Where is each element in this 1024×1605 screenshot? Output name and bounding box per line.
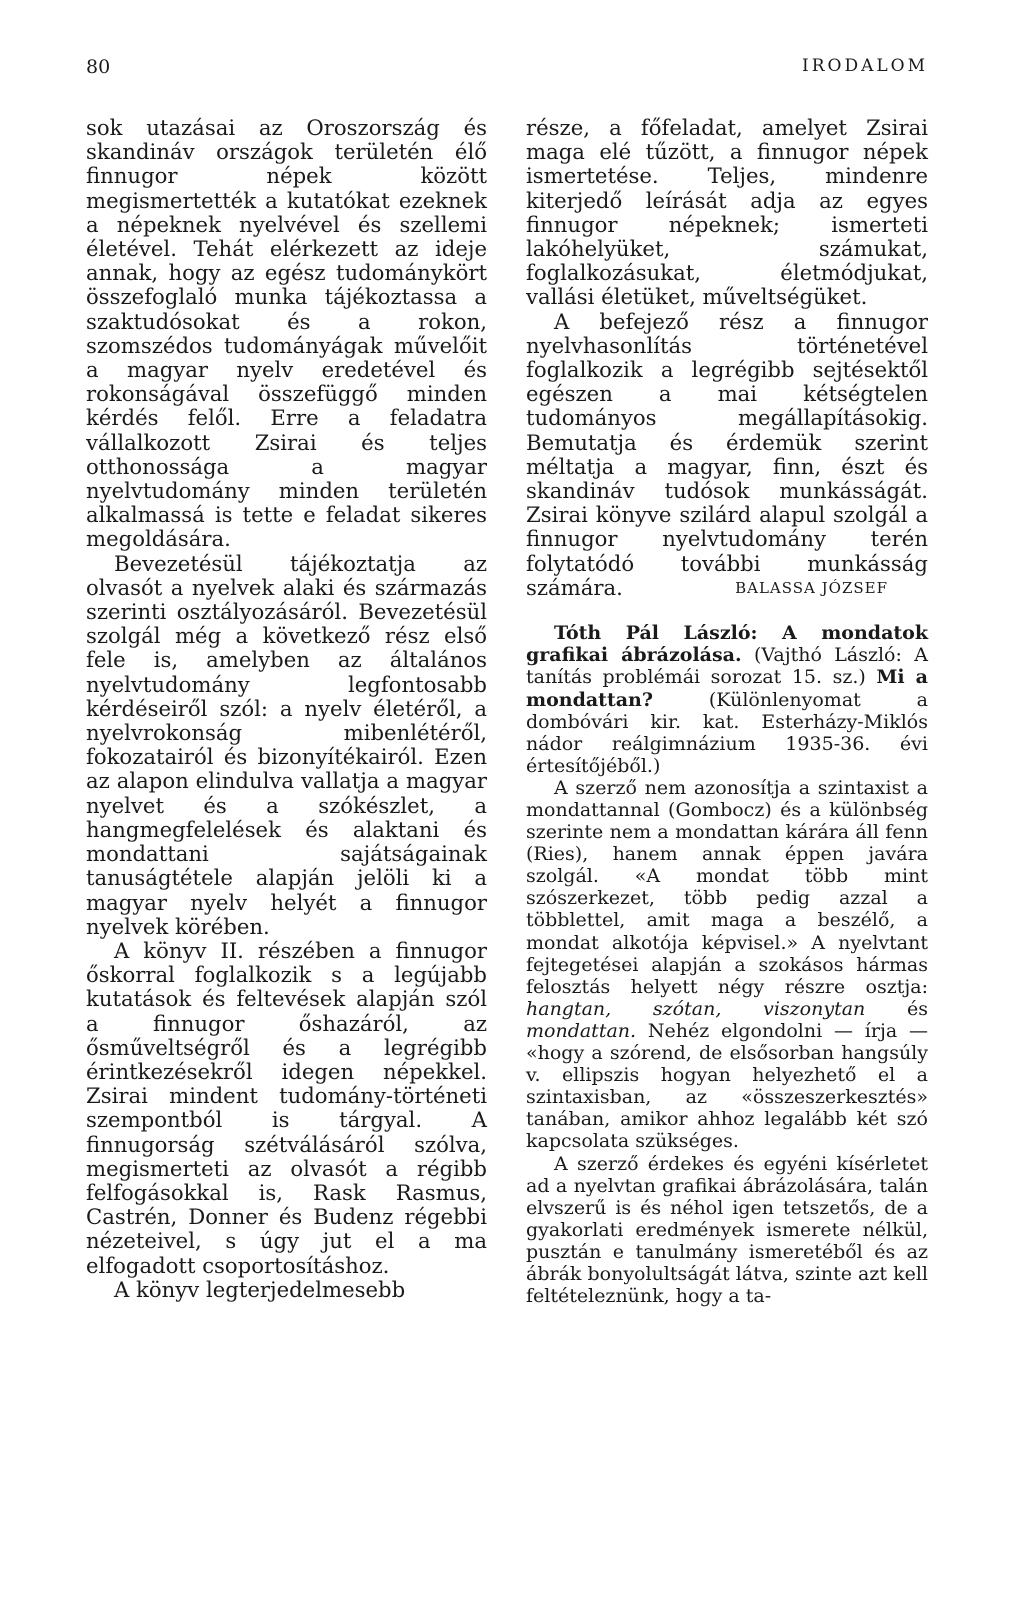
paragraph: A szerző érdekes és egyéni kísérletet ad a nyelvtan grafikai ábrázolására, talán elvszerű is és néhol igen tetszetős, de a gyakorlati eredmények ismerete nélkül, pusztán e tanulmány ismeretéből és az ábrák bonyolultságát látva, szinte azt kell feltételeznünk, hogy a ta- bbox=[526, 1152, 928, 1308]
review-citation bbox=[526, 622, 928, 777]
publication-info: (Vajthó László: A tanítás problémái sorozat 15. sz.) bbox=[526, 644, 928, 689]
page-number: 80 bbox=[86, 56, 111, 78]
running-head: IRODALOM bbox=[802, 56, 928, 76]
publication-info: (Különlenyomat a dombóvári kir. kat. Esterházy-Miklós nádor reálgimnázium 1935-36. évi értesítőjéből.) bbox=[526, 688, 928, 777]
paragraph: A befejező rész a finnugor nyelvhasonlítás történetével foglalkozik a legrégibb sejtésektől egészen a mai kétségtelen tudományos megállapításokig. Bemutatja és érdemük szerint méltatja a magyar, finn, észt és skandináv tudósok munkásságát. Zsirai könyve szilárd alapul szolgál a finnugor nyelvtudomány terén folytatódó további munkásság számára. bbox=[526, 308, 928, 600]
review-signature: BALASSA JÓZSEF bbox=[735, 579, 888, 598]
review-title: Tóth Pál László: A mondatok grafikai ábrázolása. bbox=[526, 622, 928, 667]
right-column bbox=[526, 116, 928, 1307]
paragraph: A könyv legterjedelmesebb bbox=[114, 1276, 406, 1302]
left-column bbox=[86, 116, 487, 1302]
text-run: és bbox=[865, 997, 928, 1020]
review-section bbox=[526, 622, 928, 1307]
paragraph bbox=[526, 777, 928, 1153]
paragraph: A könyv II. részében a finnugor őskorral foglalkozik s a legújabb kutatások és feltevések alapján szól a finnugor őshazáról, az ősműveltségről és a legrégibb érintkezésekről idegen népekkel. Zsirai mindent tudomány-történeti szempontból is tárgyal. A finnugorság szétválásáról szólva, megismerteti az olvasót a régibb felfogásokkal is, Rask Rasmus, Castrén, Donner és Budenz régebbi nézeteivel, s úgy jut el a ma elfogadott csoportosításhoz. bbox=[86, 937, 487, 1278]
italic-term: mondattan. bbox=[526, 1019, 637, 1042]
text-run: A szerző nem azonosítja a szintaxist a mondattannal (Gombocz) és a különbség szerinte nem a mondattan kárára áll fenn (Ries), hanem annak éppen javára szolgál. «A mondat több mint szószerkezet, több pedig azzal a többlettel, amit maga a beszélő, a mondat alkotója képvisel.» A nyelvtant fejtegetései alapján a szokásos hármas felosztás helyett négy részre osztja: bbox=[526, 776, 928, 998]
paragraph: része, a főfeladat, amelyet Zsirai maga elé tűzött, a finnugor népek ismertetése. Teljes, mindenre kiterjedő leírását adja az egyes finnugor népeknek; ismerteti lakóhelyüket, számukat, foglalkozásukat, életmódjukat, vallási életüket, műveltségüket. bbox=[526, 115, 928, 310]
text-run: Nehéz elgondolni — írja — «hogy a szórend, de elsősorban hangsúly v. ellipszis hogyan helyezhető el a szintaxisban, az «összeszerkesztés» tanában, amikor ahhoz legalább két szó kapcsolata szükséges. bbox=[526, 1019, 928, 1153]
page-header bbox=[86, 56, 928, 86]
paragraph: sok utazásai az Oroszország és skandináv országok területén élő finnugor népek között megismertették a kutatókat ezeknek a népeknek nyelvével és szellemi életével. Tehát elérkezett az ideje annak, hogy az egész tudománykört összefoglaló munka tájékoztassa a szaktudósokat és a rokon, szomszédos tudományágak művelőit a magyar nyelv eredetével és rokonságával összefüggő minden kérdés felől. Erre a feladatra vállalkozott Zsirai és teljes otthonossága a magyar nyelvtudomány minden területén alkalmassá is tette e feladat sikeres megoldására. bbox=[86, 115, 487, 552]
italic-term: hangtan, szótan, viszonytan bbox=[526, 997, 866, 1020]
paragraph: Bevezetésül tájékoztatja az olvasót a nyelvek alaki és származás szerinti osztályozásáról. Bevezetésül szolgál még a következő rész első fele is, amelyben az általános nyelvtudomány legfontosabb kérdéseiről szól: a nyelv életéről, a nyelvrokonság mibenlétéről, fokozatairól és bizonyítékairól. Ezen az alapon elindulva vallatja a magyar nyelvet és a szókészlet, a hangmegfelelések és alaktani és mondattani sajátságainak tanuságtétele alapján jelöli ki a magyar nyelv helyét a finnugor nyelvek körében. bbox=[86, 550, 487, 939]
review-second-title: Mi a mondattan? bbox=[526, 666, 928, 711]
